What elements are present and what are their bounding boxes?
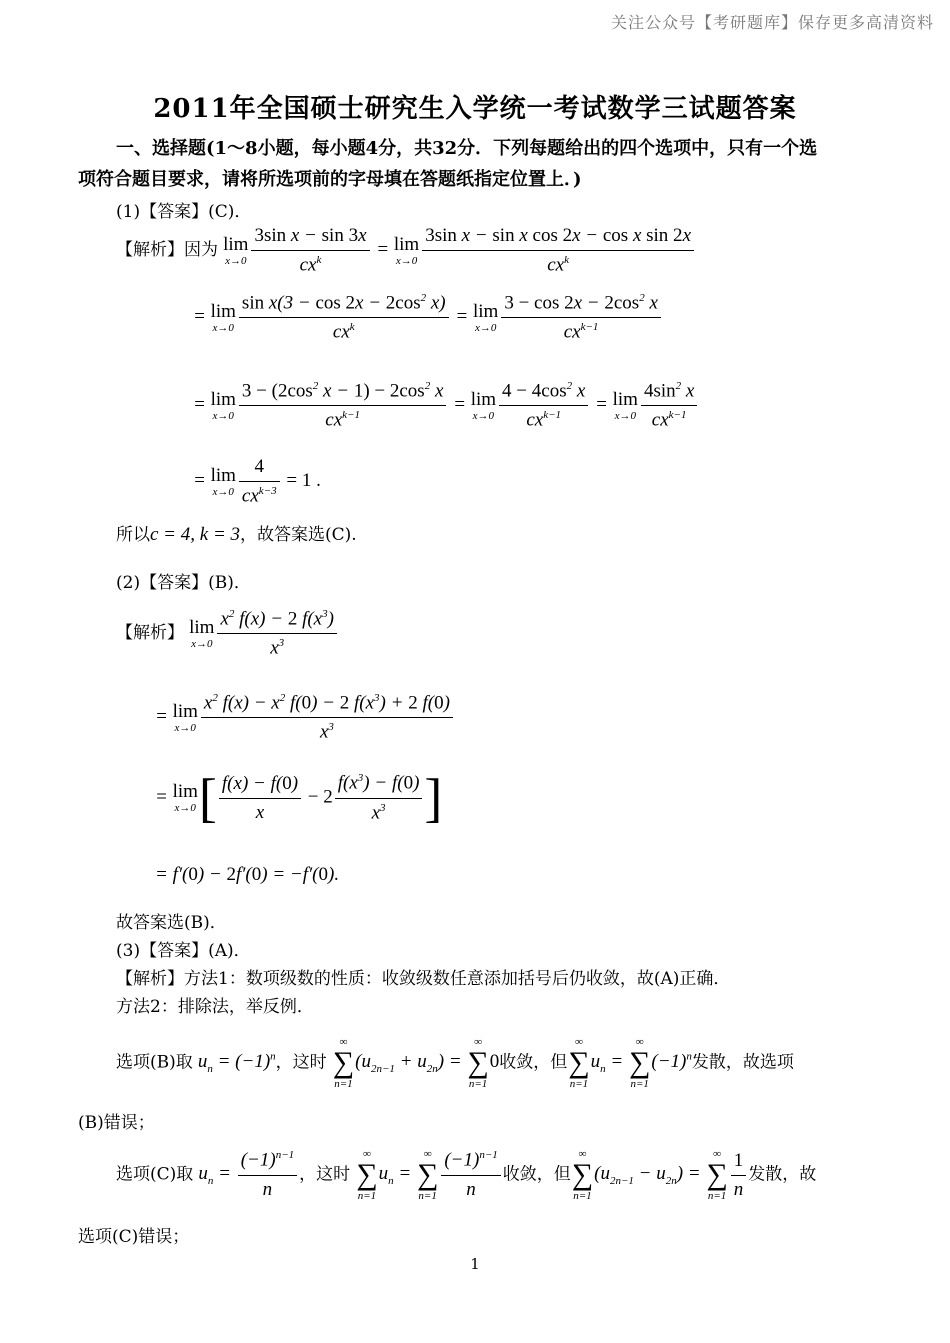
- page-title: 2011年全国硕士研究生入学统一考试数学三试题答案: [153, 94, 797, 124]
- q2-formula-1: lim x→0 $\frac{x^2 f(x) - 2 f(x^3)}{x^3}$: [189, 622, 339, 643]
- q2-conclusion: 故答案选(B)．: [116, 913, 227, 933]
- q3-c-end: 选项(C)错误；: [78, 1227, 190, 1247]
- watermark: 关注公众号【考研题库】保存更多高清资料: [610, 13, 934, 32]
- q1-conclusion-eq: c = 4, k = 3: [150, 524, 241, 545]
- q3-b-end: (B)错误；: [78, 1113, 155, 1133]
- q1-formula-4: = lim x→0 $\frac{4}{cx^{k-3}}$ = 1 .: [193, 456, 321, 507]
- q3-method2: 方法2：排除法，举反例．: [116, 997, 314, 1017]
- q1-formula-2: = lim x→0 $\frac{\sin x(3 - \cos 2x - 2\cos^2 x)}{cx^k}$ = lim x→0 $\frac{3 - \cos 2x - 2\cos^2 x}{cx^{k-1}}$: [193, 292, 663, 344]
- q3-answer: (3)【答案】(A)．: [116, 941, 251, 961]
- q2-analysis-label: 【解析】: [116, 623, 184, 644]
- q3-option-c-line: 选项(C)取 $u_n$ = $\frac{(-1)^{n-1}}{n}$ ，这时 ∞ ∑ n=1 $u_n$ = ∞ ∑ n=1 $\frac{(-1)^{n-1}}{n}$ 收敛，但 ∞ ∑ n=1 $(u_{2n-1} - u_{2n})$ = ∞ ∑ n=1 $\frac{1}{n}$ 发散，故: [116, 1148, 817, 1202]
- q3-b-prefix: 选项(B)取: [116, 1052, 193, 1073]
- q3-b-mid: ，这时: [275, 1052, 327, 1073]
- q3-c-div: 发散，故: [748, 1164, 817, 1185]
- q1-conclusion-prefix: 所以: [116, 525, 150, 545]
- q2-formula-2: = lim x→0 $\frac{x^2 f(x) - x^2 f(0) - 2 f(x^3) + 2 f(0)}{x^3}$: [155, 692, 455, 744]
- q1-answer: (1)【答案】(C)．: [116, 202, 252, 222]
- q3-method1: 【解析】方法1：数项级数的性质：收敛级数任意添加括号后仍收敛，故(A)正确．: [116, 969, 731, 989]
- q2-formula-3: = lim x→0 [ $\frac{f(x) - f(0)}{x}$ − 2 $\frac{f(x^3) - f(0)}{x^3}$ ]: [155, 768, 443, 828]
- q1-formula-3: = lim x→0 $\frac{3 - (2\cos^2 x - 1) - 2\cos^2 x}{cx^{k-1}}$ = lim x→0 $\frac{4 - 4\cos^2 x}{cx^{k-1}}$ = lim x→0 $\frac{4\sin^2 x}{cx^{k-1}}$: [193, 380, 699, 432]
- q2-formula-4: = f′(0) − 2f′(0) = −f′(0).: [155, 864, 340, 885]
- q3-c-conv: 收敛，但: [502, 1164, 571, 1185]
- q3-b-div: 发散，故选项: [691, 1052, 794, 1073]
- section-heading: [78, 133, 878, 195]
- q2-answer: (2)【答案】(B)．: [116, 573, 251, 593]
- q2-eq-line-1: [116, 608, 339, 660]
- q3-b-conv: 收敛，但: [499, 1052, 568, 1073]
- q3-c-mid: ，这时: [299, 1164, 351, 1185]
- q3-option-b-line: 选项(B)取 $u_n = (-1)^n$，这时 ∞ ∑ n=1 $(u_{2n-1} + u_{2n})$ = ∞ ∑ n=1 0收敛，但 ∞ ∑ n=1 $u_n$ = ∞ ∑ n=1 $(-1)^n$发散，故选项: [116, 1036, 794, 1090]
- q3-c-prefix: 选项(C)取: [116, 1164, 194, 1185]
- page-number: 1: [470, 1255, 480, 1273]
- section-heading-line-2: 项符合题目要求，请将所选项前的字母填在答题纸指定位置上．): [78, 169, 582, 190]
- section-heading-line-1: 一、选择题(1～8小题，每小题4分，共32分．下列每题给出的四个选项中，只有一个选: [116, 138, 818, 159]
- q1-eq-line-1: [116, 225, 696, 276]
- q1-conclusion-suffix: ，故答案选(C).: [240, 525, 357, 545]
- q1-conclusion: [116, 524, 357, 546]
- q1-analysis-label: 【解析】因为: [116, 240, 218, 261]
- q1-formula-1: lim x→0 $\frac{\text{3sin x − sin 3x}}{cx^k}$ = lim x→0 $\frac{\text{3sin x − sin x cos 2x − cos x sin 2x}}{cx^k}$: [223, 239, 696, 260]
